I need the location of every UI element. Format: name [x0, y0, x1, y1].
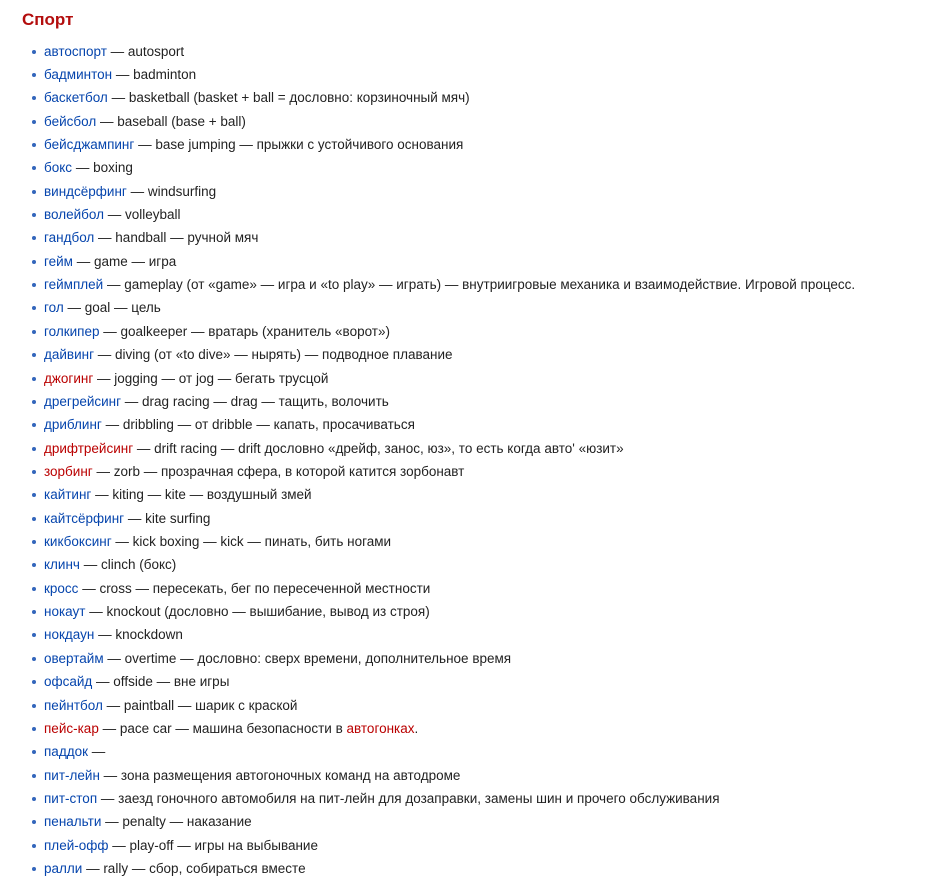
term-link[interactable]: джогинг — [44, 370, 94, 386]
term-link[interactable]: баскетбол — [44, 90, 108, 106]
term-link[interactable]: пейс-кар — [44, 720, 99, 736]
term-description: — drag racing — drag — тащить, волочить — [121, 393, 389, 409]
list-item — [0, 530, 855, 553]
list-item — [0, 553, 855, 576]
list-item — [0, 623, 855, 646]
term-link[interactable]: бадминтон — [44, 66, 113, 82]
term-link[interactable]: нокдаун — [44, 627, 95, 643]
term-description: — knockout (дословно — вышибание, вывод из строя) — [85, 604, 430, 620]
list-item — [0, 694, 855, 717]
term-link[interactable]: пейнтбол — [44, 697, 103, 713]
term-description: — handball — ручной мяч — [94, 230, 259, 246]
term-list — [0, 40, 855, 881]
list-item — [0, 507, 855, 530]
term-description: — goalkeeper — вратарь (хранитель «ворот») — [99, 323, 390, 339]
bullet-icon — [32, 166, 36, 170]
term-description: — base jumping — прыжки с устойчивого основания — [134, 136, 464, 152]
list-item — [0, 857, 855, 880]
list-item — [0, 390, 855, 413]
bullet-icon — [32, 283, 36, 287]
list-item — [0, 460, 855, 483]
bullet-icon — [32, 517, 36, 521]
term-link[interactable]: пит-стоп — [44, 791, 98, 806]
term-description: — clinch (бокс) — [79, 557, 177, 573]
bullet-icon — [32, 96, 36, 100]
list-item — [0, 367, 855, 390]
term-link[interactable]: гейм — [44, 253, 73, 269]
term-link[interactable]: ралли — [44, 861, 83, 877]
term-link[interactable]: кросс — [44, 580, 79, 596]
term-link[interactable]: дриблинг — [44, 417, 102, 433]
bullet-icon — [32, 330, 36, 334]
term-link[interactable]: бейсджампинг — [44, 136, 135, 152]
term-link[interactable]: бейсбол — [44, 113, 97, 129]
list-item — [0, 320, 855, 343]
term-description: — kick boxing — kick — пинать, бить ногами — [111, 534, 392, 550]
term-description: — knockdown — [94, 627, 183, 643]
list-item — [0, 834, 855, 857]
term-description: — drift racing — drift дословно «дрейф, занос, юз», то есть когда авто' «юзит» — [133, 440, 624, 456]
bullet-icon — [32, 447, 36, 451]
bullet-icon — [32, 423, 36, 427]
bullet-icon — [32, 820, 36, 824]
list-item — [0, 343, 855, 366]
term-link[interactable]: волейбол — [44, 207, 104, 223]
term-description: — play-off — игры на выбывание — [108, 837, 318, 853]
term-description: — baseball (base + ball) — [96, 113, 246, 129]
bullet-icon — [32, 844, 36, 848]
term-link[interactable]: пенальти — [44, 814, 102, 830]
section-heading: Спорт — [22, 10, 74, 29]
term-description: — заезд гоночного автомобиля на пит-лейн для дозаправки, замены шин и прочего обслуживания — [97, 791, 720, 806]
term-link[interactable]: зорбинг — [44, 463, 93, 479]
list-item — [0, 437, 855, 460]
term-link[interactable]: клинч — [44, 557, 80, 573]
bullet-icon — [32, 143, 36, 147]
list-item — [0, 63, 855, 86]
term-description: — gameplay (от «game» — игра и «to play» — играть) — внутриигровые механика и взаимодействие. Игровой процесс. — [103, 277, 856, 293]
term-link[interactable]: нокаут — [44, 604, 86, 620]
list-item — [0, 647, 855, 670]
bullet-icon — [32, 400, 36, 404]
term-link[interactable]: геймплей — [44, 277, 104, 293]
term-link[interactable]: офсайд — [44, 674, 93, 690]
bullet-icon — [32, 680, 36, 684]
term-description: — dribbling — от dribble — капать, просачиваться — [101, 417, 415, 433]
list-item — [0, 740, 855, 763]
list-item — [0, 787, 855, 810]
term-description: — autosport — [106, 43, 185, 59]
bullet-icon — [32, 587, 36, 591]
term-description: — paintball — шарик с краской — [102, 697, 298, 713]
term-link[interactable]: плей-офф — [44, 837, 109, 853]
term-description: — jogging — от jog — бегать трусцой — [93, 370, 329, 386]
term-link[interactable]: дайвинг — [44, 347, 95, 363]
term-description: — diving (от «to dive» — нырять) — подводное плавание — [94, 347, 453, 363]
list-item — [0, 110, 855, 133]
bullet-icon — [32, 236, 36, 240]
term-link[interactable]: виндсёрфинг — [44, 183, 127, 199]
term-link[interactable]: голкипер — [44, 323, 100, 339]
bullet-icon — [32, 727, 36, 731]
list-item — [0, 156, 855, 179]
term-description: — game — игра — [72, 253, 177, 269]
term-description: — zorb — прозрачная сфера, в которой катится зорбонавт — [92, 463, 465, 479]
bullet-icon — [32, 540, 36, 544]
term-description: — kiting — kite — воздушный змей — [91, 487, 312, 503]
bullet-icon — [32, 377, 36, 381]
term-description: — volleyball — [103, 207, 181, 223]
term-link[interactable]: автоспорт — [44, 43, 107, 59]
term-description: — cross — пересекать, бег по пересеченной местности — [78, 580, 431, 596]
bullet-icon — [32, 213, 36, 217]
bullet-icon — [32, 657, 36, 661]
term-link[interactable]: кайтинг — [44, 487, 92, 503]
bullet-icon — [32, 260, 36, 264]
bullet-icon — [32, 797, 36, 801]
bullet-icon — [32, 750, 36, 754]
inline-link[interactable]: автогонках — [346, 720, 415, 736]
list-item — [0, 203, 855, 226]
term-description: — зона размещения автогоночных команд на автодроме — [99, 767, 461, 783]
list-item — [0, 250, 855, 273]
term-link[interactable]: овертайм — [44, 650, 104, 666]
list-item — [0, 810, 855, 833]
bullet-icon — [32, 704, 36, 708]
term-description-tail: . — [414, 720, 419, 736]
term-link[interactable]: паддок — [44, 744, 88, 760]
term-link[interactable]: дрифтрейсинг — [44, 440, 134, 456]
bullet-icon — [32, 563, 36, 567]
list-item — [0, 600, 855, 623]
term-description: — rally — сбор, собираться вместе — [82, 861, 306, 877]
bullet-icon — [32, 306, 36, 310]
term-link[interactable]: кикбоксинг — [44, 534, 112, 550]
term-link[interactable]: кайтсёрфинг — [44, 510, 125, 526]
term-description: — offside — вне игры — [92, 674, 230, 690]
term-description: — boxing — [72, 160, 133, 176]
term-description: — pace car — машина безопасности в — [98, 720, 347, 736]
term-description: — kite surfing — [124, 510, 211, 526]
term-link[interactable]: гандбол — [44, 230, 95, 246]
bullet-icon — [32, 353, 36, 357]
bullet-icon — [32, 470, 36, 474]
list-item — [0, 273, 855, 296]
term-description: — overtime — дословно: сверх времени, дополнительное время — [103, 650, 512, 666]
bullet-icon — [32, 50, 36, 54]
list-item — [0, 670, 855, 693]
list-item — [0, 180, 855, 203]
term-description: — penalty — наказание — [101, 814, 252, 830]
bullet-icon — [32, 633, 36, 637]
list-item — [0, 133, 855, 156]
list-item — [0, 86, 855, 109]
term-link[interactable]: дрегрейсинг — [44, 393, 122, 409]
term-description: — goal — цель — [63, 300, 161, 316]
list-item — [0, 226, 855, 249]
list-item — [0, 717, 855, 740]
bullet-icon — [32, 73, 36, 77]
list-item — [0, 40, 855, 63]
list-item — [0, 577, 855, 600]
bullet-icon — [32, 774, 36, 778]
term-link[interactable]: гол — [44, 300, 64, 316]
term-description: — basketball (basket + ball = дословно: корзиночный мяч) — [107, 90, 470, 106]
term-link[interactable]: пит-лейн — [44, 767, 100, 783]
bullet-icon — [32, 120, 36, 124]
list-item — [0, 483, 855, 506]
list-item — [0, 296, 855, 319]
term-description: — badminton — [112, 66, 197, 82]
list-item — [0, 413, 855, 436]
bullet-icon — [32, 610, 36, 614]
term-link[interactable]: бокс — [44, 160, 73, 176]
bullet-icon — [32, 867, 36, 871]
term-description: — windsurfing — [126, 183, 217, 199]
list-item — [0, 764, 855, 787]
term-description: — — [88, 744, 106, 760]
bullet-icon — [32, 493, 36, 497]
bullet-icon — [32, 190, 36, 194]
